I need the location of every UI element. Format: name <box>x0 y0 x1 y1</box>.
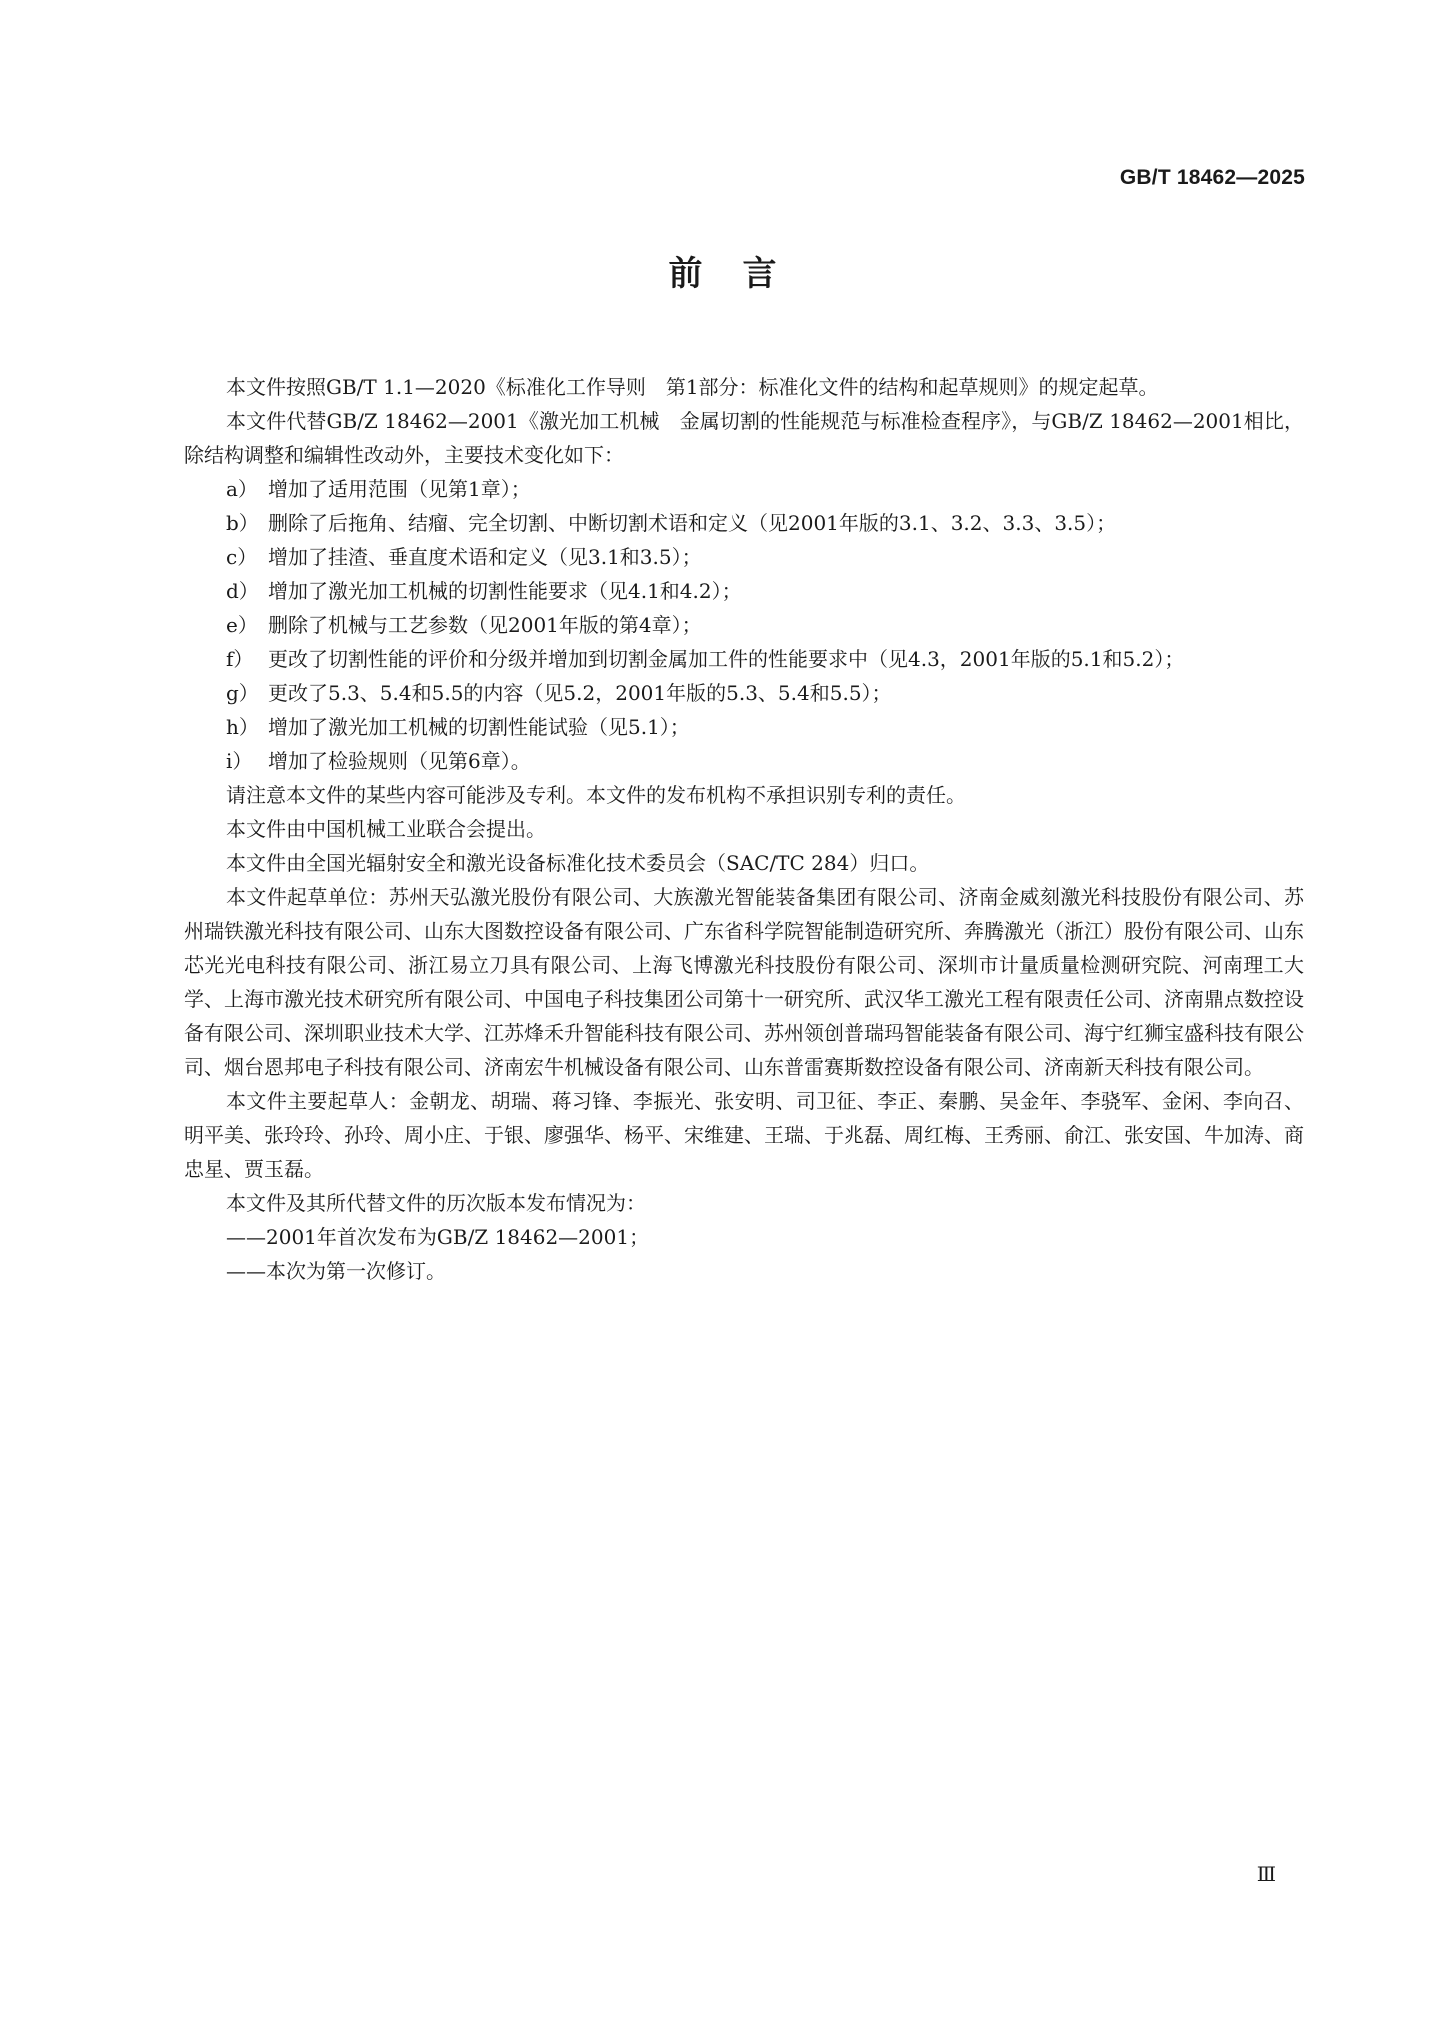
list-text: 更改了切割性能的评价和分级并增加到切割金属加工件的性能要求中（见4.3，2001年版的5.1和5.2）； <box>268 647 1185 671</box>
paragraph-drafting-units: 本文件起草单位：苏州天弘激光股份有限公司、大族激光智能装备集团有限公司、济南金威刻激光科技股份有限公司、苏州瑞铁激光科技有限公司、山东大图数控设备有限公司、广东省科学院智能制造研究所、奔腾激光（浙江）股份有限公司、山东芯光光电科技有限公司、浙江易立刀具有限公司、上海飞博激光科技股份有限公司、深圳市计量质量检测研究院、河南理工大学、上海市激光技术研究所有限公司、中国电子科技集团公司第十一研究所、武汉华工激光工程有限责任公司、济南鼎点数控设备有限公司、深圳职业技术大学、江苏烽禾升智能科技有限公司、苏州领创普瑞玛智能装备有限公司、海宁红狮宝盛科技有限公司、烟台恩邦电子科技有限公司、济南宏牛机械设备有限公司、山东普雷赛斯数控设备有限公司、济南新天科技有限公司。 <box>184 885 1304 1079</box>
page-title: 前言 <box>668 254 817 294</box>
paragraph-replacement: 本文件代替GB/Z 18462—2001《激光加工机械 金属切割的性能规范与标准检查程序》，与GB/Z 18462—2001相比，除结构调整和编辑性改动外，主要技术变化如下： <box>184 409 1304 467</box>
list-marker: i） <box>226 749 253 773</box>
document-code: GB/T 18462—2025 <box>1119 166 1305 189</box>
page-number: Ⅲ <box>1256 1862 1275 1886</box>
list-text: 增加了检验规则（见第6章）。 <box>268 749 531 773</box>
paragraph-drafting-rules: 本文件按照GB/T 1.1—2020《标准化工作导则 第1部分：标准化文件的结构和起草规则》的规定起草。 <box>226 375 1159 399</box>
list-text: 删除了后拖角、结瘤、完全切割、中断切割术语和定义（见2001年版的3.1、3.2、3.3、3.5）； <box>268 511 1117 535</box>
list-marker: e） <box>226 613 258 637</box>
list-text: 更改了5.3、5.4和5.5的内容（见5.2，2001年版的5.3、5.4和5.5）； <box>268 681 892 705</box>
list-item <box>184 540 1304 574</box>
list-marker: c） <box>226 545 258 569</box>
list-marker: d） <box>226 579 259 603</box>
list-marker: f） <box>226 647 254 671</box>
list-item <box>184 710 1304 744</box>
paragraph-patent-notice: 请注意本文件的某些内容可能涉及专利。本文件的发布机构不承担识别专利的责任。 <box>226 783 966 807</box>
paragraph-proposer: 本文件由中国机械工业联合会提出。 <box>226 817 546 841</box>
list-text: 增加了挂渣、垂直度术语和定义（见3.1和3.5）； <box>268 545 702 569</box>
history-item: ——2001年首次发布为GB/Z 18462—2001； <box>226 1225 650 1249</box>
list-item <box>184 506 1304 540</box>
list-item <box>184 472 1304 506</box>
list-text: 增加了激光加工机械的切割性能要求（见4.1和4.2）； <box>268 579 742 603</box>
paragraph-committee: 本文件由全国光辐射安全和激光设备标准化技术委员会（SAC/TC 284）归口。 <box>226 851 930 875</box>
history-item: ——本次为第一次修订。 <box>226 1259 446 1283</box>
list-item <box>184 608 1304 642</box>
list-marker: b） <box>226 511 259 535</box>
list-text: 增加了激光加工机械的切割性能试验（见5.1）； <box>268 715 690 739</box>
paragraph-version-history: 本文件及其所代替文件的历次版本发布情况为： <box>226 1191 646 1215</box>
list-item <box>184 676 1304 710</box>
list-marker: h） <box>226 715 259 739</box>
paragraph-drafters: 本文件主要起草人：金朝龙、胡瑞、蒋习锋、李振光、张安明、司卫征、李正、秦鹏、吴金年、李骁军、金闲、李向召、明平美、张玲玲、孙玲、周小庄、于银、廖强华、杨平、宋维建、王瑞、于兆磊、周红梅、王秀丽、俞江、张安国、牛加涛、商忠星、贾玉磊。 <box>184 1089 1304 1181</box>
list-item <box>184 642 1304 676</box>
list-item <box>184 574 1304 608</box>
list-item <box>184 744 1304 778</box>
list-text: 删除了机械与工艺参数（见2001年版的第4章）； <box>268 613 702 637</box>
list-marker: a） <box>226 477 258 501</box>
document-body <box>184 370 1304 1288</box>
changes-list <box>184 472 1304 778</box>
list-marker: g） <box>226 681 259 705</box>
list-text: 增加了适用范围（见第1章）； <box>268 477 531 501</box>
